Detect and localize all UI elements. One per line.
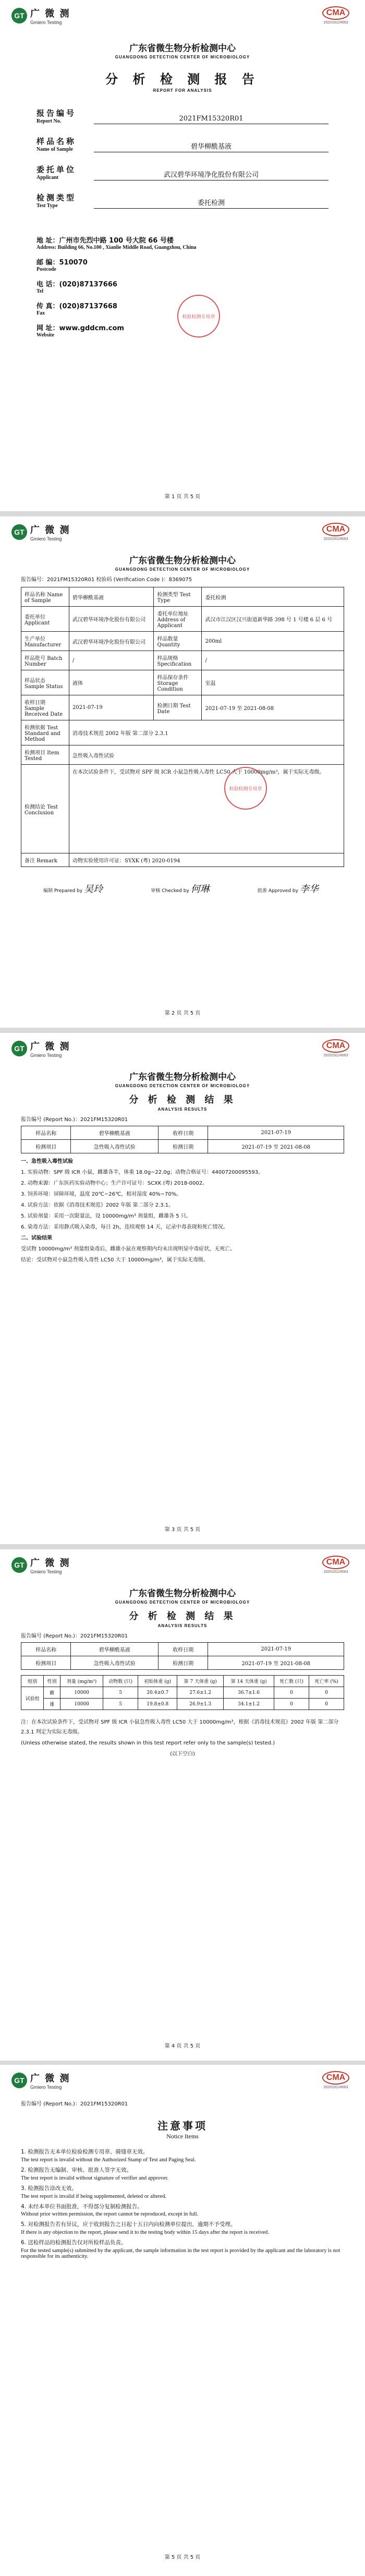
report-title-en: REPORT FOR ANALYSIS — [153, 88, 212, 93]
paragraph: 结论：受试物对小鼠急性吸入毒性 LC50 大于 10000mg/m³，属于实际无毒级。 — [21, 1257, 209, 1263]
page-number: 第 4 页 共 5 页 — [164, 2043, 201, 2049]
field-label: 报告编号 — [36, 109, 77, 118]
cell: 样品状态 Sample Status — [21, 670, 69, 695]
cma-badge — [320, 1556, 351, 1574]
cell: 样品名称 — [21, 1643, 71, 1656]
signatures — [21, 882, 344, 895]
website-en: Website — [36, 332, 54, 338]
fax: 传 真：(020)87137668 — [36, 303, 117, 310]
cell: 委托检测 — [202, 587, 344, 607]
cell: 检测项目 Item Tested — [21, 745, 69, 765]
table-row — [21, 632, 344, 651]
results-body — [21, 1157, 344, 1265]
cell: / — [202, 651, 344, 670]
notice-en: The test report is invalid if being supplemented, deleted or altered. — [21, 2193, 167, 2199]
postcode-en: Postcode — [36, 267, 56, 272]
paragraph: 1. 实验动物：SPF 级 ICR 小鼠，雌雄各半，体重 18.0g~22.0g；动物合格证号：44007200095593。 — [21, 1170, 264, 1175]
notice-cn: 3. 检测报告涂改无效。 — [21, 2185, 77, 2192]
notice-en: The test report is invalid without signature of verifier and approver. — [21, 2175, 169, 2181]
notice-en: If there is any objection to the report, please send it to the testing body within 15 days after the report is received. — [21, 2230, 269, 2236]
notes-body — [21, 1717, 344, 1759]
cell: 34.1±1.2 — [224, 1699, 274, 1710]
page-header — [0, 516, 365, 550]
postcode: 邮 编：510070 — [36, 259, 88, 267]
report-number: 报告编号：2021FM15320R01 校验码 (Verification Code )：8369075 — [21, 577, 192, 583]
center-title: 广东省微生物分析检测中心 — [129, 556, 236, 566]
cell: 20.4±0.7 — [138, 1687, 177, 1699]
signer-role: 编制 Prepared by — [43, 888, 83, 894]
table-row — [21, 1699, 344, 1710]
center-title: 广东省微生物分析检测中心 — [129, 1072, 236, 1082]
cell: 27.6±1.2 — [177, 1687, 224, 1699]
field-label: 样品名称 — [36, 137, 77, 146]
telephone: 电 话：(020)87137666 — [36, 281, 117, 288]
cell: 液体 — [69, 670, 154, 695]
table-row — [21, 607, 344, 632]
paragraph: 注：在本次试验条件下，受试物对 SPF 级 ICR 小鼠急性吸入毒性 LC50 大于 10000mg/m³，根据《消毒技术规范》2002 年版 第二部分 2.3.1 判定为实际无毒级。 — [21, 1719, 339, 1735]
table-row — [21, 695, 344, 720]
notice-title: 注意事项 — [157, 2120, 208, 2132]
cell: 2021-07-19 至 2021-08-08 — [208, 1656, 344, 1670]
cell: 备注 Remark — [21, 853, 69, 867]
seal-stamp: 检验检测专用章 — [224, 767, 267, 810]
results-table — [21, 1675, 344, 1710]
paragraph: 5. 试验剂量：采用一次限量法，设 10000mg/m³ 剂量组，雌雄各 5 只。 — [21, 1213, 191, 1219]
paragraph: (以下空白) — [170, 1751, 195, 1757]
notice-cn: 6. 送检样品的检测报告仅对所检样品负责。 — [21, 2240, 127, 2246]
table-row — [21, 853, 344, 867]
table-row — [21, 765, 344, 853]
cell: 急性吸入毒性试验 — [71, 1656, 159, 1670]
logo — [11, 523, 70, 541]
field-label: 委托单位 — [36, 165, 77, 174]
table-row — [21, 720, 344, 745]
seal-stamp: 检验检测专用章 — [177, 295, 220, 338]
cma-icon: CMA — [322, 523, 349, 536]
column-header: 剂量 (mg/m³) — [60, 1676, 103, 1687]
cma-icon: CMA — [322, 2071, 349, 2085]
notice-cn: 4. 未经本单位书面批准，不得部分复制检测报告。 — [21, 2203, 143, 2210]
list-item — [21, 2166, 344, 2181]
cell: 检测项目 — [21, 1656, 71, 1670]
cell: 0 — [274, 1699, 309, 1710]
table-row — [21, 1656, 344, 1670]
page-number: 第 5 页 共 5 页 — [164, 2555, 201, 2560]
logo-name: 广 微 测 — [30, 1558, 70, 1569]
cma-number: 202019124563 — [323, 21, 348, 25]
signature-checked — [151, 882, 212, 895]
paragraph: 4. 试验方法：依据《消毒技术规范》2002 年版 第二部分 2.3.1。 — [21, 1202, 174, 1208]
cell: 雌 — [44, 1687, 60, 1699]
column-header: 性别 — [44, 1676, 60, 1687]
report-number: 报告编号 (Report No.)：2021FM15320R01 — [21, 2101, 128, 2107]
list-item — [21, 2148, 344, 2163]
signer-name: 李华 — [299, 884, 319, 895]
logo-icon: GT — [11, 2073, 27, 2088]
sample-table — [21, 1126, 344, 1153]
cell: 200ml — [202, 632, 344, 651]
cell: 2021-07-19 — [208, 1643, 344, 1656]
cell: 样品保存条件 Storage Condition — [154, 670, 202, 695]
paragraph: 受试物 10000mg/m³ 剂量组染毒后，雌雄小鼠在观察期内均未出现明显中毒症状，无死亡。 — [21, 1246, 236, 1252]
cover-fields — [36, 107, 328, 209]
field-row — [36, 192, 328, 209]
cell: 检测日期 Test Date — [154, 695, 202, 720]
page-number: 第 1 页 共 5 页 — [164, 494, 201, 500]
notice-en: For the tested sample(s) submitted by the applicant, the sample information in the test report is provided by the applicant and the laboratory is not responsible for its authenticity. — [21, 2248, 340, 2260]
notice-cn: 2. 检测报告无编制、审核、批准人签字无效。 — [21, 2166, 132, 2173]
column-header: 第 7 天体重 (g) — [177, 1676, 224, 1687]
page-header — [0, 0, 365, 33]
cell: 消毒技术规范 2002 年版 第二部分 2.3.1 — [69, 720, 344, 745]
results-title: 分 析 检 测 结 果 — [129, 1611, 236, 1622]
paragraph: 一、急性吸入毒性试验 — [21, 1159, 73, 1164]
cell: 急性吸入毒性试验 — [69, 745, 344, 765]
cell: 雄 — [44, 1699, 60, 1710]
cell: 武汉碧华环境净化股份有限公司 — [69, 607, 154, 632]
cell: 收样日期 Sample Received Date — [21, 695, 69, 720]
telephone-en: Tel — [36, 288, 43, 294]
field-label-en: Name of Sample — [36, 147, 73, 152]
logo-icon: GT — [11, 1557, 27, 1573]
paragraph: 2. 动物来源：广东医药实验动物中心；生产许可证号：SCXK (粤) 2018-0002。 — [21, 1181, 208, 1186]
notice-list — [21, 2148, 344, 2259]
field-label: 检测类型 — [36, 193, 77, 202]
cell: 样品数量 Quantity — [154, 632, 202, 651]
signer-role: 审核 Checked by — [151, 888, 189, 894]
cell: 0 — [309, 1687, 344, 1699]
field-label-en: Test Type — [36, 203, 58, 209]
cell: 样品批号 Batch Number — [21, 651, 69, 670]
signer-role: 批准 Approved by — [258, 888, 298, 894]
paragraph: 二、试验结果 — [21, 1235, 52, 1241]
field-value: 委托检测 — [94, 197, 328, 209]
notice-cn: 1. 检测报告无本单位检验检测专用章、骑缝章无效。 — [21, 2149, 149, 2155]
center-title-en: GUANGDONG DETECTION CENTER OF MICROBIOLOGY — [115, 1084, 250, 1088]
cell: 10000 — [60, 1699, 103, 1710]
cell: 碧华柳酰基液 — [71, 1643, 159, 1656]
page-number: 第 3 页 共 5 页 — [164, 1527, 201, 1533]
signature-approved — [258, 882, 322, 895]
cell: 动物实验使用许可证：SYXK (粤) 2020-0194 — [69, 853, 344, 867]
column-header: 组别 — [21, 1676, 44, 1687]
conclusion-text: 在本次试验条件下，受试物对 SPF 级 ICR 小鼠急性吸入毒性 LC50 大于 10000mg/m³，属于实际无毒级。 — [72, 769, 325, 775]
page-header — [0, 2065, 365, 2098]
notice-cn: 5. 对检测报告若有异议，应于收到报告之日起十五日内向检测单位提出，逾期不予受理。 — [21, 2221, 236, 2228]
cell: 收样日期 — [158, 1126, 208, 1140]
cell: 2021-07-19 — [69, 695, 154, 720]
cell: 5 — [103, 1699, 138, 1710]
logo-name-en: Gmiero Testing — [30, 1569, 62, 1574]
field-value: 2021FM15320R01 — [94, 115, 328, 124]
cell: 碧华柳酰基液 — [69, 587, 154, 607]
cell: 26.9±1.3 — [177, 1699, 224, 1710]
column-header: 第 14 天体重 (g) — [224, 1676, 274, 1687]
cma-number: 202019124563 — [323, 2086, 348, 2089]
address-en: Address: Building 66, No.100 , Xianlie Middle Road, Guangzhou, China — [36, 245, 197, 250]
notice-en: Without prior written permission, the report cannot be reproduced, except in full. — [21, 2211, 199, 2218]
report-title: 分 析 检 测 报 告 — [105, 72, 260, 87]
list-item — [21, 2238, 344, 2259]
cell: 检测依据 Test Standard and Method — [21, 720, 69, 745]
cell: 19.8±0.8 — [138, 1699, 177, 1710]
cell: 碧华柳酰基液 — [71, 1126, 159, 1140]
column-header: 初始体重 (g) — [138, 1676, 177, 1687]
logo-name: 广 微 测 — [30, 2073, 70, 2084]
logo-name: 广 微 测 — [30, 8, 70, 19]
page-4 — [0, 1549, 365, 2061]
logo — [11, 6, 70, 25]
page-cover — [0, 0, 365, 511]
page-header — [0, 1033, 365, 1066]
report-number: 报告编号 (Report No.)：2021FM15320R01 — [21, 1117, 128, 1123]
cma-icon: CMA — [322, 1556, 349, 1569]
center-title: 广东省微生物分析检测中心 — [129, 43, 236, 54]
cell: 委托单位 Applicant — [21, 607, 69, 632]
cma-icon: CMA — [322, 1039, 349, 1053]
field-row — [36, 136, 328, 152]
table-row — [21, 1140, 344, 1153]
cma-number: 202019124563 — [323, 1054, 348, 1057]
signature-prepared — [43, 882, 106, 895]
field-value: 碧华柳酰基液 — [94, 141, 328, 152]
center-title-en: GUANGDONG DETECTION CENTER OF MICROBIOLOGY — [115, 1600, 250, 1605]
results-title-en: ANALYSIS RESULTS — [157, 1623, 208, 1628]
cell: 样品名称 Name of Sample — [21, 587, 69, 607]
cell: 样品规格 Specification — [154, 651, 202, 670]
cell: 2021-07-19 至 2021-08-08 — [202, 695, 344, 720]
field-value: 武汉碧华环境净化股份有限公司 — [94, 169, 328, 180]
sample-table — [21, 1642, 344, 1670]
notice-title-en: Notice Items — [166, 2133, 199, 2140]
field-row — [36, 164, 328, 180]
field-row — [36, 107, 328, 124]
cell: 0 — [309, 1699, 344, 1710]
cma-badge — [320, 6, 351, 25]
cma-badge — [320, 523, 351, 541]
field-label-en: Applicant — [36, 175, 59, 180]
page-5 — [0, 2065, 365, 2576]
logo-name: 广 微 测 — [30, 525, 70, 536]
results-title: 分 析 检 测 结 果 — [129, 1094, 236, 1105]
table-row — [21, 587, 344, 607]
signer-name: 吴玲 — [84, 884, 103, 895]
page-3 — [0, 1033, 365, 1544]
center-title-en: GUANGDONG DETECTION CENTER OF MICROBIOLOGY — [115, 55, 250, 59]
table-row — [21, 1687, 344, 1699]
cma-number: 202019124563 — [323, 1570, 348, 1574]
column-header: 死亡率 (%) — [309, 1676, 344, 1687]
paragraph: 3. 饲养环境：屏障环境，温度 20℃~26℃，相对湿度 40%~70%。 — [21, 1191, 182, 1197]
cell: 收样日期 — [158, 1643, 208, 1656]
center-title: 广东省微生物分析检测中心 — [129, 1588, 236, 1599]
logo-name-en: Gmiero Testing — [30, 1053, 62, 1058]
cell: 检测结论 Test Conclusion — [21, 765, 69, 853]
cell: 急性吸入毒性试验 — [71, 1140, 159, 1153]
cell — [69, 765, 344, 853]
notice-en: The test report is invalid without the Authorized Stamp of Test and Paging Seal. — [21, 2157, 196, 2163]
cell: 5 — [103, 1687, 138, 1699]
table-row — [21, 1643, 344, 1656]
cell: 武汉碧华环境净化股份有限公司 — [69, 632, 154, 651]
table-row — [21, 651, 344, 670]
address: 地 址：广州市先烈中路 100 号大院 66 号楼 — [36, 237, 174, 245]
field-label-en: Report No. — [36, 118, 62, 124]
cma-badge — [320, 2071, 351, 2090]
column-header: 死亡数 (只) — [274, 1676, 309, 1687]
fax-en: Fax — [36, 310, 45, 316]
cma-number: 202019124563 — [323, 537, 348, 541]
page-header — [0, 1549, 365, 1583]
logo-icon: GT — [11, 8, 27, 23]
info-table — [21, 587, 344, 867]
cell: 试验组 — [21, 1687, 44, 1710]
cma-badge — [320, 1039, 351, 1058]
cell: 检测项目 — [21, 1140, 71, 1153]
cell: / — [69, 651, 154, 670]
logo — [11, 2071, 70, 2090]
cell: 样品名称 — [21, 1126, 71, 1140]
table-row — [21, 1126, 344, 1140]
paragraph: 6. 染毒方法：采用静式吸入染毒，每日 2h，连续观察 14 天，记录中毒表现和死亡情况。 — [21, 1224, 228, 1230]
cell: 2021-07-19 至 2021-08-08 — [208, 1140, 344, 1153]
table-header-row — [21, 1676, 344, 1687]
table-row — [21, 745, 344, 765]
logo-name-en: Gmiero Testing — [30, 2085, 62, 2090]
logo-name-en: Gmiero Testing — [30, 536, 62, 541]
website[interactable]: 网 址：www.gddcm.com — [36, 324, 124, 332]
signer-name: 何琳 — [190, 884, 210, 895]
list-item — [21, 2220, 344, 2235]
cell: 检测日期 — [158, 1656, 208, 1670]
page-2 — [0, 516, 365, 1028]
cell: 检测日期 — [158, 1140, 208, 1153]
cma-icon: CMA — [322, 6, 349, 20]
cell: 10000 — [60, 1687, 103, 1699]
logo — [11, 1556, 70, 1574]
logo-name-en: Gmiero Testing — [30, 20, 62, 25]
logo — [11, 1039, 70, 1058]
list-item — [21, 2184, 344, 2199]
cell: 武汉市江汉区汉兴街道新华路 398 号 1 号楼 6 层 6 号 — [202, 607, 344, 632]
logo-name: 广 微 测 — [30, 1041, 70, 1052]
report-number: 报告编号 (Report No.)：2021FM15320R01 — [21, 1633, 128, 1639]
cell: 0 — [274, 1687, 309, 1699]
results-title-en: ANALYSIS RESULTS — [157, 1107, 208, 1112]
cell: 36.7±1.6 — [224, 1687, 274, 1699]
cell: 2021-07-19 — [208, 1126, 344, 1140]
logo-icon: GT — [11, 524, 27, 540]
cell: 生产单位 Manufacturer — [21, 632, 69, 651]
cell: 检测类型 Test Type — [154, 587, 202, 607]
table-row — [21, 670, 344, 695]
column-header: 动物数 (只) — [103, 1676, 138, 1687]
logo-icon: GT — [11, 1041, 27, 1056]
page-number: 第 2 页 共 5 页 — [164, 1010, 201, 1016]
list-item — [21, 2202, 344, 2218]
center-title-en: GUANGDONG DETECTION CENTER OF MICROBIOLOGY — [115, 567, 250, 572]
paragraph: (Unless otherwise stated, the results shown in this test report refer only to the sample(s) tested.) — [21, 1740, 275, 1746]
cell: 室温 — [202, 670, 344, 695]
cell: 委托单位地址 Address of Applicant — [154, 607, 202, 632]
